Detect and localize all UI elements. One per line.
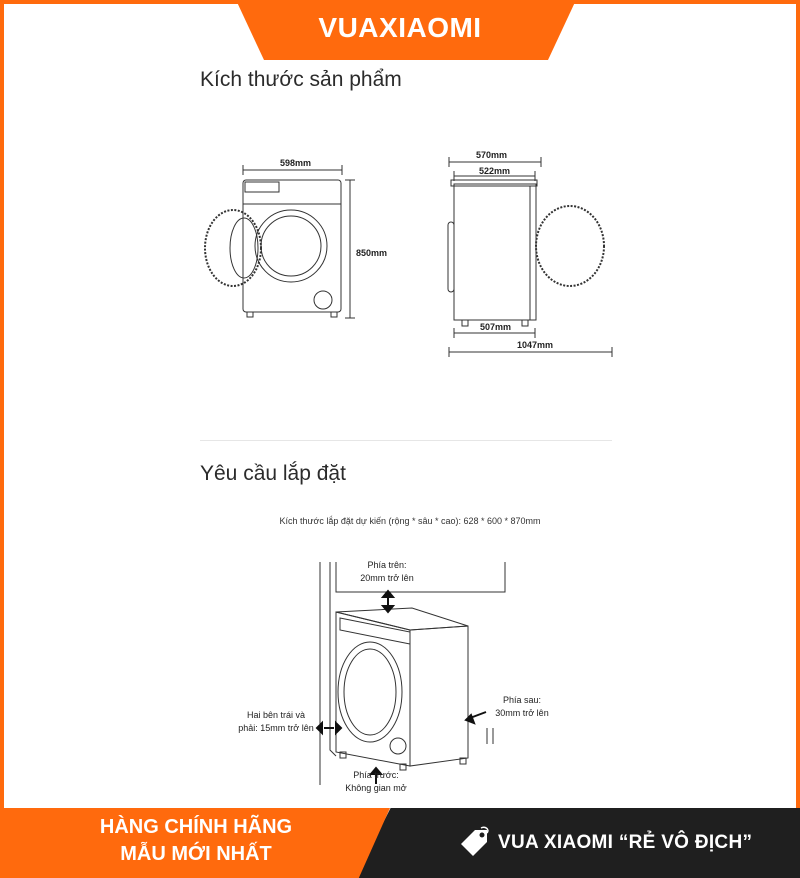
- label-width-598: 598mm: [280, 158, 312, 168]
- tag-icon: [457, 826, 491, 860]
- machine-door: [338, 642, 402, 742]
- installation-size-note: Kích thước lắp đặt dự kiến (rộng * sâu * cao): 628 * 600 * 870mm: [279, 516, 541, 526]
- label-front-1: Phía trước:: [353, 770, 399, 780]
- machine-side: [410, 626, 468, 766]
- footer-slogan: VUA XIAOMI “RẺ VÔ ĐỊCH”: [498, 832, 753, 853]
- footer-left-line2: MẪU MỚI NHẤT: [120, 843, 272, 865]
- front-door-open: [205, 210, 261, 286]
- label-depth-1047: 1047mm: [517, 340, 554, 350]
- label-back-2: 30mm trở lên: [495, 708, 549, 718]
- front-drum: [255, 210, 327, 282]
- section-divider: [200, 440, 612, 441]
- label-back-1: Phía sau:: [502, 695, 542, 705]
- section-title-installation: Yêu cầu lắp đặt: [200, 462, 346, 485]
- installation-diagram: [0, 540, 800, 806]
- side-view-body: [454, 184, 536, 320]
- label-depth-507: 507mm: [480, 322, 512, 332]
- label-height-850: 850mm: [356, 248, 388, 258]
- label-depth-522: 522mm: [479, 166, 511, 176]
- front-control-panel: [245, 182, 279, 192]
- side-door-open: [536, 206, 604, 286]
- label-top-2: 20mm trở lên: [360, 573, 414, 583]
- front-filter-cap: [314, 291, 332, 309]
- brand-logo: VUAXIAOMI: [318, 12, 482, 43]
- section-title-dimensions: Kích thước sản phẩm: [200, 68, 402, 91]
- filter-cap: [390, 738, 406, 754]
- label-sides-1: Hai bên trái và: [246, 710, 306, 720]
- label-top-1: Phía trên:: [367, 560, 407, 570]
- machine-top: [336, 608, 468, 630]
- label-depth-570: 570mm: [476, 150, 508, 160]
- machine-front: [336, 612, 410, 766]
- label-front-2: Không gian mở: [345, 783, 407, 793]
- footer-left-line1: HÀNG CHÍNH HÃNG: [99, 816, 293, 838]
- label-sides-2: phải: 15mm trở lên: [238, 723, 314, 733]
